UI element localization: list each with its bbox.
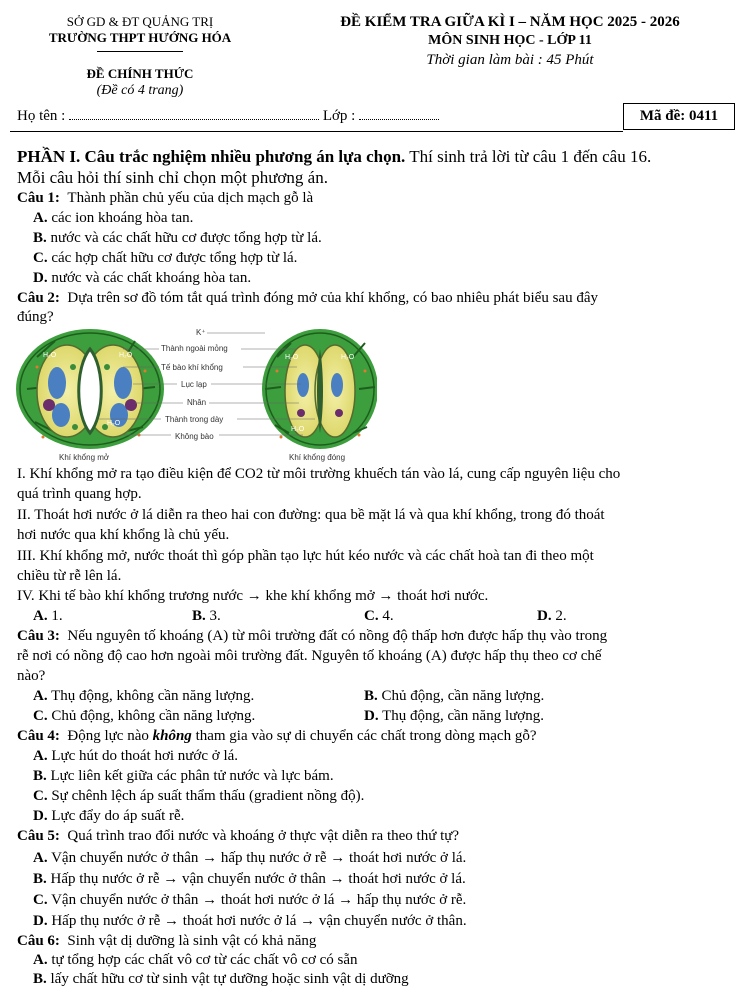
q1-option-d[interactable]: [33, 270, 251, 287]
option-key: D.: [364, 708, 379, 724]
part1-intro: Thí sinh trả lời từ câu 1 đến câu 16.: [405, 147, 652, 166]
caption-open: Khí khổng mở: [59, 453, 110, 462]
student-info-line: [17, 107, 439, 125]
q2-statement-3b: chiều từ rễ lên lá.: [17, 568, 122, 584]
q1-option-c[interactable]: [33, 250, 297, 267]
class-label: Lớp :: [322, 108, 356, 124]
school-name: TRƯỜNG THPT HƯỚNG HÓA: [48, 30, 232, 45]
q2-option-c[interactable]: [364, 608, 394, 625]
q2-statement-2b: hơi nước qua khí khổng là chủ yếu.: [17, 527, 230, 543]
name-field[interactable]: [69, 107, 319, 120]
q2-option-a[interactable]: [33, 608, 63, 625]
option-text: Hấp thụ nước ở rễ → thoát hơi nước ở lá → vận chuyển nước ở thân.: [51, 913, 467, 929]
option-text: Lực liên kết giữa các phân tử nước và lực bám.: [50, 768, 334, 784]
q1-label: Câu 1:: [17, 190, 60, 206]
option-text: Lực đẩy do áp suất rễ.: [51, 808, 185, 824]
option-key: A.: [33, 608, 48, 624]
option-key: B.: [33, 230, 47, 246]
option-key: B.: [33, 871, 47, 887]
part1-title: PHẦN I. Câu trắc nghiệm nhiều phương án lựa chọn.: [17, 147, 406, 166]
option-text: lấy chất hữu cơ từ sinh vật tự dưỡng hoặc sinh vật dị dưỡng: [50, 971, 409, 987]
option-text: Vận chuyển nước ở thân → thoát hơi nước ở lá → hấp thụ nước ở rễ.: [51, 892, 467, 908]
q2-statement-4: IV. Khi tế bào khí khổng trương nước → khe khí khổng mở → thoát hơi nước.: [17, 588, 489, 604]
h2o-label: H₂O: [119, 352, 133, 359]
option-key: C.: [33, 708, 48, 724]
q4-text-post: tham gia vào sự di chuyển các chất trong dòng mạch gỗ?: [191, 728, 537, 744]
exam-duration: Thời gian làm bài : 45 Phút: [426, 52, 594, 68]
q4-label: Câu 4:: [17, 728, 60, 744]
option-key: A.: [33, 952, 48, 968]
option-key: C.: [33, 892, 48, 908]
q3-option-a[interactable]: [33, 688, 254, 705]
q3-text: Nếu nguyên tố khoáng (A) từ môi trường đất có nồng độ thấp hơn được hấp thụ vào trong: [67, 628, 608, 644]
caption-closed: Khí khổng đóng: [289, 453, 346, 462]
q5-label: Câu 5:: [17, 828, 60, 844]
q4-option-c[interactable]: [33, 788, 364, 805]
q6-option-b[interactable]: [33, 971, 409, 988]
h2o-label: H₂O: [341, 354, 355, 361]
option-text: Hấp thụ nước ở rễ → vận chuyển nước ở thân → thoát hơi nước ở lá.: [50, 871, 466, 887]
option-text: Thụ động, cần năng lượng.: [382, 708, 544, 724]
q5-option-a[interactable]: [33, 850, 466, 867]
option-text: 3.: [209, 608, 221, 624]
option-key: C.: [364, 608, 379, 624]
q3-stem-3: nào?: [17, 668, 46, 684]
q1-stem: [17, 190, 313, 207]
q2-statement-1: I. Khí khổng mở ra tạo điều kiện để CO2 từ môi trường khuếch tán vào lá, cung cấp nguyên liệu cho: [17, 466, 621, 482]
class-field[interactable]: [359, 107, 439, 120]
q4-text-pre: Động lực nào: [67, 728, 153, 744]
option-text: nước và các chất khoáng hòa tan.: [51, 270, 252, 286]
option-text: nước và các chất hữu cơ được tổng hợp từ lá.: [50, 230, 322, 246]
h2o-label: H₂O: [291, 426, 305, 433]
subject-title: MÔN SINH HỌC - LỚP 11: [428, 33, 592, 48]
option-key: D.: [33, 808, 48, 824]
q5-option-b[interactable]: [33, 871, 466, 888]
exam-code-box: Mã đề: 0411: [623, 103, 735, 130]
option-key: B.: [33, 971, 47, 987]
q3-option-d[interactable]: [364, 708, 544, 725]
label-outer-wall: Thành ngoài mỏng: [161, 344, 228, 353]
exam-title: ĐỀ KIỂM TRA GIỮA KÌ I – NĂM HỌC 2025 - 2026: [340, 14, 680, 30]
q1-option-a[interactable]: [33, 210, 193, 227]
option-key: B.: [364, 688, 378, 704]
q2-text: Dựa trên sơ đồ tóm tắt quá trình đóng mở của khí khổng, có bao nhiêu phát biểu sau đây: [67, 290, 598, 306]
option-key: C.: [33, 788, 48, 804]
option-text: 1.: [51, 608, 63, 624]
option-key: D.: [33, 913, 48, 929]
label-guard-cell: Tế bào khí khổng: [161, 363, 223, 372]
official-label: ĐỀ CHÍNH THỨC: [86, 66, 194, 81]
option-text: các ion khoáng hòa tan.: [51, 210, 194, 226]
q3-stem-2: rễ nơi có nồng độ cao hơn ngoài môi trường đất. Nguyên tố khoáng (A) được hấp thụ theo cơ chế: [17, 648, 602, 664]
q5-text: Quá trình trao đổi nước và khoáng ở thực vật diễn ra theo thứ tự?: [67, 828, 460, 844]
name-label: Họ tên :: [17, 108, 66, 124]
q5-stem: [17, 828, 459, 845]
option-key: C.: [33, 250, 48, 266]
option-text: Vận chuyển nước ở thân → hấp thụ nước ở rễ → thoát hơi nước ở lá.: [51, 850, 467, 866]
option-text: các hợp chất hữu cơ được tổng hợp từ lá.: [51, 250, 298, 266]
h2o-label: H₂O: [43, 352, 57, 359]
label-k-ion: K⁺: [196, 328, 206, 337]
q4-option-a[interactable]: [33, 748, 238, 765]
part1-heading: [17, 147, 651, 167]
q4-stem: [17, 728, 537, 745]
option-text: Lực hút do thoát hơi nước ở lá.: [51, 748, 239, 764]
option-key: B.: [33, 768, 47, 784]
q6-label: Câu 6:: [17, 933, 60, 949]
q4-option-b[interactable]: [33, 768, 334, 785]
option-key: B.: [192, 608, 206, 624]
q3-stem: [17, 628, 607, 645]
q6-option-a[interactable]: [33, 952, 358, 969]
q2-stem: [17, 290, 598, 307]
label-chloroplast: Lục lạp: [181, 380, 207, 389]
option-text: Thụ động, không cần năng lượng.: [51, 688, 255, 704]
option-text: 2.: [555, 608, 567, 624]
option-text: tự tổng hợp các chất vô cơ từ các chất vô cơ có sẵn: [51, 952, 358, 968]
option-key: A.: [33, 210, 48, 226]
option-text: Chủ động, không cần năng lượng.: [51, 708, 256, 724]
q6-text: Sinh vật dị dưỡng là sinh vật có khả năng: [67, 933, 317, 949]
open-stoma-illustration: [16, 329, 164, 449]
q1-option-b[interactable]: [33, 230, 322, 247]
q3-option-c[interactable]: [33, 708, 255, 725]
q4-text-emphasis: không: [152, 728, 192, 744]
option-text: Sự chênh lệch áp suất thẩm thấu (gradient nồng độ).: [51, 788, 365, 804]
option-text: Chủ động, cần năng lượng.: [381, 688, 545, 704]
option-key: D.: [33, 270, 48, 286]
q2-statement-3: III. Khí khổng mở, nước thoát thì góp phần tạo lực hút kéo nước và các chất hoà tan đi theo một: [17, 548, 594, 564]
info-underline: [10, 131, 623, 132]
option-key: A.: [33, 688, 48, 704]
part1-intro-2: Mỗi câu hỏi thí sinh chỉ chọn một phương án.: [17, 168, 328, 187]
q2-statement-2: II. Thoát hơi nước ở lá diễn ra theo hai con đường: qua bề mặt lá và qua khí khổng, trong đó thoát: [17, 507, 605, 523]
q2-label: Câu 2:: [17, 290, 60, 306]
closed-stoma-illustration: [262, 329, 377, 449]
option-key: D.: [537, 608, 552, 624]
department-name: SỞ GD & ĐT QUẢNG TRỊ: [66, 14, 214, 29]
option-text: 4.: [382, 608, 394, 624]
label-nucleus: Nhân: [187, 398, 207, 407]
q3-option-b[interactable]: [364, 688, 544, 705]
q3-label: Câu 3:: [17, 628, 60, 644]
q4-option-d[interactable]: [33, 808, 184, 825]
option-key: A.: [33, 748, 48, 764]
q6-stem: [17, 933, 316, 950]
q2-statement-1b: quá trình quang hợp.: [17, 486, 142, 502]
h2o-label: H₂O: [285, 354, 299, 361]
label-inner-wall: Thành trong dày: [165, 415, 224, 424]
label-vacuole: Không bào: [175, 432, 214, 441]
h2o-label: H₂O: [107, 420, 121, 427]
header-divider: [97, 51, 183, 52]
q2-option-d[interactable]: [537, 608, 567, 625]
q5-option-d[interactable]: [33, 913, 467, 930]
page-count: (Đề có 4 trang): [96, 83, 184, 98]
q2-stem-2: đúng?: [17, 309, 54, 325]
q1-text: Thành phần chủ yếu của dịch mạch gỗ là: [67, 190, 314, 206]
q2-option-b[interactable]: [192, 608, 221, 625]
option-key: A.: [33, 850, 48, 866]
stomata-diagram: [15, 327, 377, 463]
q5-option-c[interactable]: [33, 892, 466, 909]
